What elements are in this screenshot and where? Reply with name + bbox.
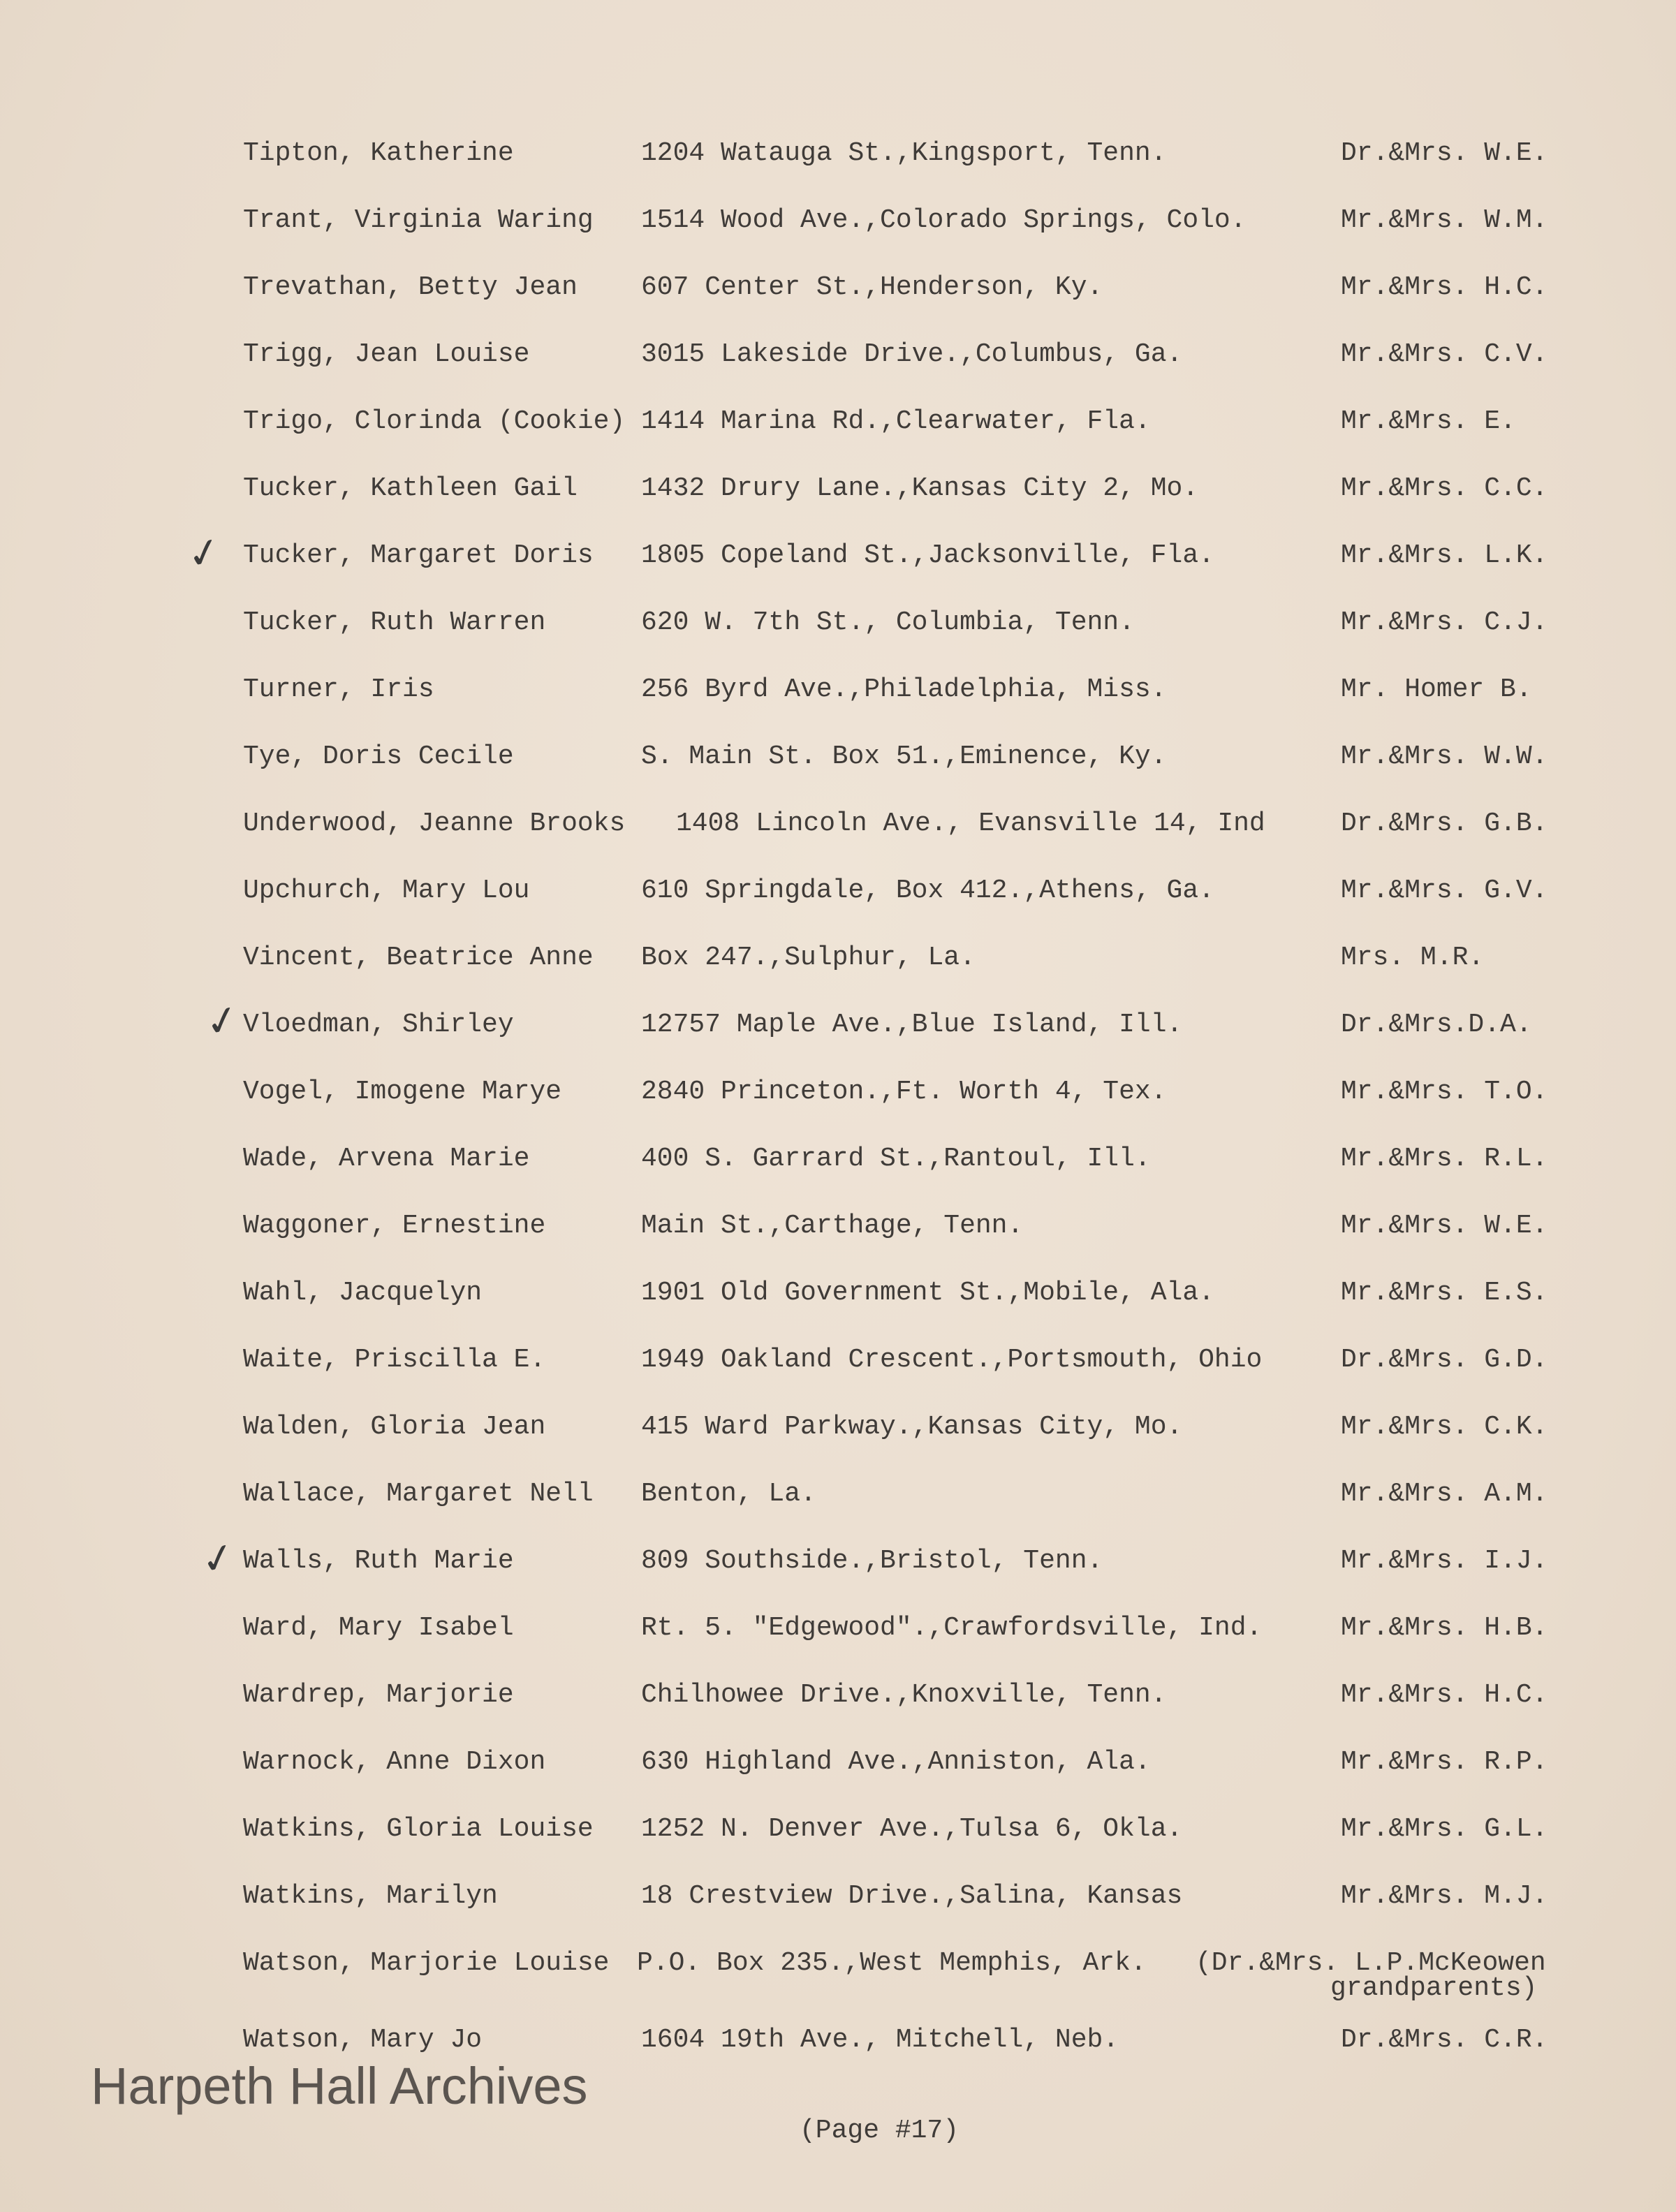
list-item <box>0 1808 1676 1864</box>
list-item <box>0 870 1676 926</box>
list-item <box>0 1875 1676 1931</box>
list-item <box>0 602 1676 658</box>
list-item <box>0 1004 1676 1060</box>
student-address: 1432 Drury Lane.,Kansas City 2, Mo. <box>641 473 1199 503</box>
list-item <box>0 334 1676 390</box>
student-name: Watkins, Gloria Louise <box>243 1814 594 1844</box>
student-name: Walden, Gloria Jean <box>243 1412 546 1442</box>
student-name: Tucker, Margaret Doris <box>243 540 594 570</box>
student-address: S. Main St. Box 51.,Eminence, Ky. <box>641 742 1167 772</box>
student-name: Tucker, Ruth Warren <box>243 607 546 637</box>
list-item <box>0 1674 1676 1730</box>
list-item <box>0 1071 1676 1127</box>
student-parents: Dr.&Mrs. G.D. <box>1341 1345 1548 1375</box>
student-parents: Mr.&Mrs. H.C. <box>1341 272 1548 302</box>
student-name: Tipton, Katherine <box>243 138 514 168</box>
student-name: Waggoner, Ernestine <box>243 1211 546 1241</box>
student-name: Vloedman, Shirley <box>243 1010 514 1040</box>
student-address: 2840 Princeton.,Ft. Worth 4, Tex. <box>641 1077 1167 1107</box>
student-name: Watson, Mary Jo <box>243 2025 483 2055</box>
student-address: 256 Byrd Ave.,Philadelphia, Miss. <box>641 674 1167 705</box>
student-parents: Dr.&Mrs. C.R. <box>1341 2025 1548 2055</box>
student-name: Wallace, Margaret Nell <box>243 1479 594 1509</box>
student-parents: Mr.&Mrs. R.P. <box>1341 1747 1548 1777</box>
student-parents: Mr.&Mrs. R.L. <box>1341 1144 1548 1174</box>
student-parents: (Dr.&Mrs. L.P.McKeowen <box>1196 1948 1546 1978</box>
student-parents: Mr.&Mrs. G.L. <box>1341 1814 1548 1844</box>
student-name: Trevathan, Betty Jean <box>243 272 578 302</box>
student-address: 1204 Watauga St.,Kingsport, Tenn. <box>641 138 1167 168</box>
student-parents: Mr.&Mrs. H.B. <box>1341 1613 1548 1643</box>
student-parents: Mr.&Mrs. E.S. <box>1341 1278 1548 1308</box>
student-name: Walls, Ruth Marie <box>243 1546 514 1576</box>
student-parents: Mr.&Mrs. T.O. <box>1341 1077 1548 1107</box>
student-name: Wade, Arvena Marie <box>243 1144 530 1174</box>
student-name: Ward, Mary Isabel <box>243 1613 514 1643</box>
list-item <box>0 468 1676 524</box>
list-item <box>0 1540 1676 1596</box>
student-parents: Mr.&Mrs. C.K. <box>1341 1412 1548 1442</box>
list-item <box>0 200 1676 256</box>
list-item <box>0 535 1676 591</box>
student-parents: Mr.&Mrs. H.C. <box>1341 1680 1548 1710</box>
student-parents: Dr.&Mrs. G.B. <box>1341 809 1548 839</box>
student-address: 1514 Wood Ave.,Colorado Springs, Colo. <box>641 205 1247 235</box>
student-parents: Mr.&Mrs. E. <box>1341 406 1516 436</box>
check-mark-icon: ✓ <box>196 1531 240 1586</box>
student-parents: Mr.&Mrs. M.J. <box>1341 1881 1548 1911</box>
student-address: 1805 Copeland St.,Jacksonville, Fla. <box>641 540 1214 570</box>
student-name: Vogel, Imogene Marye <box>243 1077 562 1107</box>
student-name: Warnock, Anne Dixon <box>243 1747 546 1777</box>
student-parents: Mr.&Mrs. W.E. <box>1341 1211 1548 1241</box>
student-parents: Mr.&Mrs. C.J. <box>1341 607 1548 637</box>
list-item <box>0 133 1676 189</box>
student-name: Waite, Priscilla E. <box>243 1345 546 1375</box>
student-parents: Mr. Homer B. <box>1341 674 1532 705</box>
list-item <box>0 1741 1676 1797</box>
student-parents: Mr.&Mrs. L.K. <box>1341 540 1548 570</box>
student-address: 1604 19th Ave., Mitchell, Neb. <box>641 2025 1119 2055</box>
student-address: 400 S. Garrard St.,Rantoul, Ill. <box>641 1144 1151 1174</box>
list-item <box>0 669 1676 725</box>
list-item <box>0 1138 1676 1194</box>
student-address: Rt. 5. "Edgewood".,Crawfordsville, Ind. <box>641 1613 1263 1643</box>
student-address: 610 Springdale, Box 412.,Athens, Ga. <box>641 876 1214 906</box>
student-parents: Mr.&Mrs. C.C. <box>1341 473 1548 503</box>
student-address: 1414 Marina Rd.,Clearwater, Fla. <box>641 406 1151 436</box>
check-mark-icon: ✓ <box>200 994 244 1048</box>
student-parents: Mrs. M.R. <box>1341 943 1485 973</box>
student-address: Box 247.,Sulphur, La. <box>641 943 976 973</box>
student-name: Watson, Marjorie Louise <box>243 1948 610 1978</box>
student-parents: Mr.&Mrs. G.V. <box>1341 876 1548 906</box>
student-name: Trant, Virginia Waring <box>243 205 594 235</box>
list-item <box>0 803 1676 859</box>
student-parents: Dr.&Mrs.D.A. <box>1341 1010 1532 1040</box>
student-address: 12757 Maple Ave.,Blue Island, Ill. <box>641 1010 1183 1040</box>
list-item <box>0 1473 1676 1529</box>
student-address: 18 Crestview Drive.,Salina, Kansas <box>641 1881 1183 1911</box>
list-item <box>0 1406 1676 1462</box>
student-address: Benton, La. <box>641 1479 816 1509</box>
student-name: Upchurch, Mary Lou <box>243 876 530 906</box>
student-name: Tucker, Kathleen Gail <box>243 473 578 503</box>
student-address: 415 Ward Parkway.,Kansas City, Mo. <box>641 1412 1183 1442</box>
student-parents: Mr.&Mrs. A.M. <box>1341 1479 1548 1509</box>
student-name: Trigo, Clorinda (Cookie) <box>243 406 626 436</box>
list-item <box>0 1205 1676 1261</box>
archive-watermark: Harpeth Hall Archives <box>91 2057 588 2115</box>
list-item <box>0 736 1676 792</box>
list-item <box>0 937 1676 993</box>
student-parents: Mr.&Mrs. W.W. <box>1341 742 1548 772</box>
list-item <box>0 1607 1676 1663</box>
list-item <box>0 401 1676 457</box>
student-name: Watkins, Marilyn <box>243 1881 498 1911</box>
check-mark-icon: ✓ <box>182 526 226 580</box>
student-name: Underwood, Jeanne Brooks <box>243 809 626 839</box>
student-name: Turner, Iris <box>243 674 434 705</box>
student-address: 1949 Oakland Crescent.,Portsmouth, Ohio <box>641 1345 1263 1375</box>
list-item <box>0 1272 1676 1328</box>
student-address: P.O. Box 235.,West Memphis, Ark. <box>637 1948 1147 1978</box>
page-number: (Page #17) <box>800 2116 960 2146</box>
student-name: Wahl, Jacquelyn <box>243 1278 483 1308</box>
student-address: 3015 Lakeside Drive.,Columbus, Ga. <box>641 339 1183 369</box>
student-address: 1408 Lincoln Ave., Evansville 14, Ind <box>676 809 1265 839</box>
student-address: 630 Highland Ave.,Anniston, Ala. <box>641 1747 1151 1777</box>
student-address: Main St.,Carthage, Tenn. <box>641 1211 1024 1241</box>
student-name: Vincent, Beatrice Anne <box>243 943 594 973</box>
student-address: Chilhowee Drive.,Knoxville, Tenn. <box>641 1680 1167 1710</box>
student-address: 1901 Old Government St.,Mobile, Ala. <box>641 1278 1214 1308</box>
student-address: 620 W. 7th St., Columbia, Tenn. <box>641 607 1135 637</box>
student-parents: Mr.&Mrs. C.V. <box>1341 339 1548 369</box>
student-address: 1252 N. Denver Ave.,Tulsa 6, Okla. <box>641 1814 1183 1844</box>
list-item <box>0 1339 1676 1395</box>
grandparents-note: grandparents) <box>1330 1973 1538 2003</box>
student-parents: Mr.&Mrs. W.M. <box>1341 205 1548 235</box>
student-address: 607 Center St.,Henderson, Ky. <box>641 272 1103 302</box>
student-address: 809 Southside.,Bristol, Tenn. <box>641 1546 1103 1576</box>
student-parents: Dr.&Mrs. W.E. <box>1341 138 1548 168</box>
student-name: Trigg, Jean Louise <box>243 339 530 369</box>
list-item <box>0 267 1676 323</box>
student-name: Wardrep, Marjorie <box>243 1680 514 1710</box>
student-name: Tye, Doris Cecile <box>243 742 514 772</box>
student-parents: Mr.&Mrs. I.J. <box>1341 1546 1548 1576</box>
